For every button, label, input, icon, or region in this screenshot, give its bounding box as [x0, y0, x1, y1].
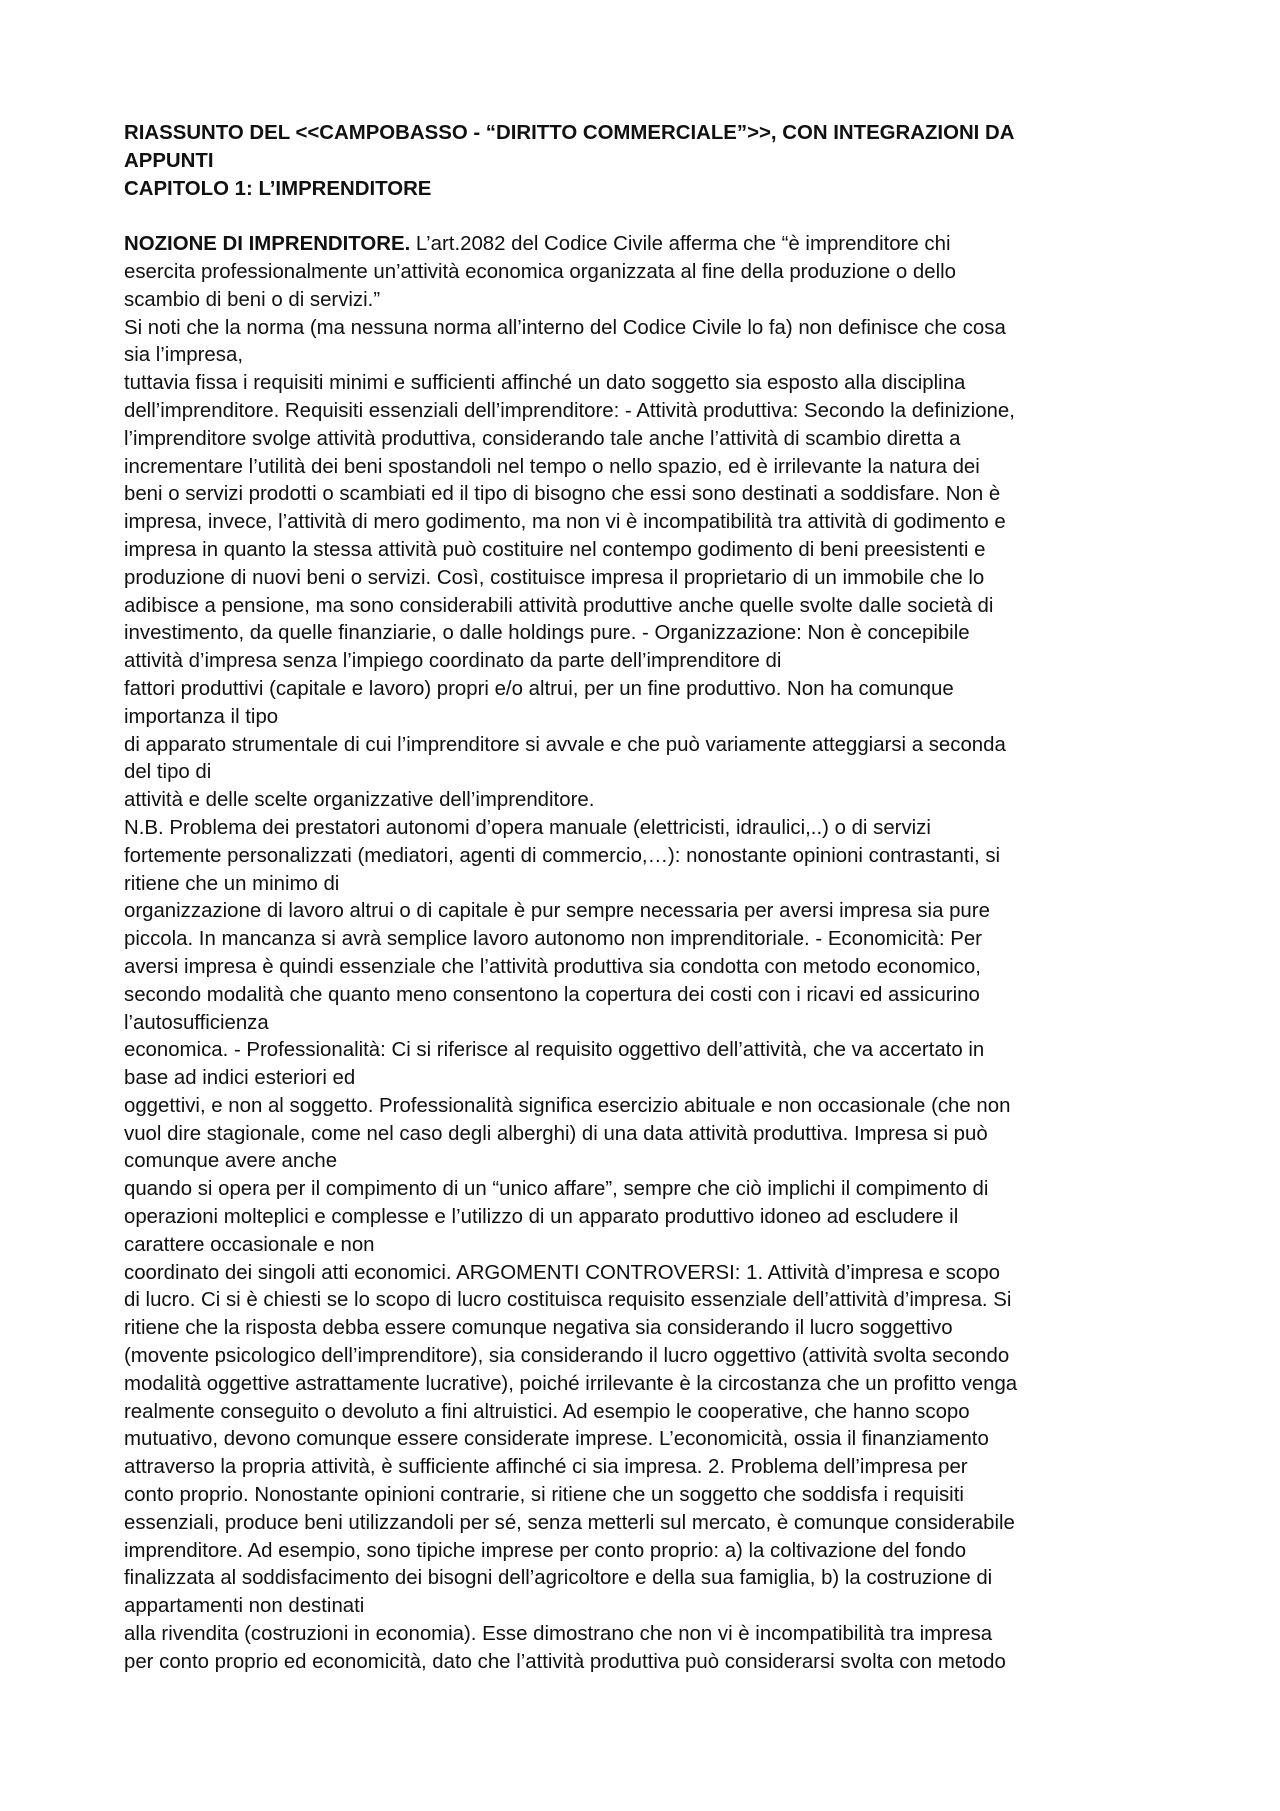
body-line: produzione di nuovi beni o servizi. Così, costituisce impresa il proprietario di un immobile che lo — [124, 566, 985, 589]
body-line: l’imprenditore svolge attività produttiva, considerando tale anche l’attività di scambio diretta a — [124, 427, 961, 450]
body-line: operazioni molteplici e complesse e l’utilizzo di un apparato produttivo idoneo ad escludere il — [124, 1206, 959, 1229]
document-title — [124, 120, 1169, 203]
body-line: l’autosufficienza — [124, 1011, 269, 1034]
body-line: alla rivendita (costruzioni in economia). Esse dimostrano che non vi è incompatibilità tra impresa — [124, 1623, 993, 1646]
body-line: fortemente personalizzati (mediatori, agenti di commercio,…): nonostante opinioni contrastanti, si — [124, 844, 1001, 867]
body-line: vuol dire stagionale, come nel caso degli alberghi) di una data attività produttiva. Impresa si può — [124, 1122, 988, 1145]
body-line: essenziali, produce beni utilizzandoli per sé, senza metterli sul mercato, è comunque considerabile — [124, 1511, 1015, 1534]
body-line: economica. - Professionalità: Ci si riferisce al requisito oggettivo dell’attività, che va accertato in — [124, 1039, 985, 1062]
body-line: appartamenti non destinati — [124, 1595, 365, 1618]
body-line: ritiene che un minimo di — [124, 872, 340, 895]
title-line-2: APPUNTI — [124, 149, 214, 172]
body-line: adibisce a pensione, ma sono considerabili attività produttive anche quelle svolte dalle società di — [124, 594, 994, 617]
body-line: esercita professionalmente un’attività economica organizzata al fine della produzione o dello — [124, 260, 956, 283]
body-line: impresa in quanto la stessa attività può costituire nel contempo godimento di beni preesistenti e — [124, 538, 986, 561]
body-line: per conto proprio ed economicità, dato che l’attività produttiva può considerarsi svolta con metodo — [124, 1650, 1006, 1673]
body-line: incrementare l’utilità dei beni spostandoli nel tempo o nello spazio, ed è irrilevante la natura dei — [124, 455, 980, 478]
body-line: realmente conseguito o devoluto a fini altruistici. Ad esempio le cooperative, che hanno scopo — [124, 1400, 970, 1423]
body-line: fattori produttivi (capitale e lavoro) propri e/o altrui, per un fine produttivo. Non ha comunque — [124, 677, 954, 700]
body-line: sia l’impresa, — [124, 344, 243, 367]
body-line: mutuativo, devono comunque essere considerate imprese. L’economicità, ossia il finanziamento — [124, 1428, 989, 1451]
body-line: piccola. In mancanza si avrà semplice lavoro autonomo non imprenditoriale. - Economicità: Per — [124, 928, 982, 951]
body-line: organizzazione di lavoro altrui o di capitale è pur sempre necessaria per aversi impresa sia pure — [124, 900, 990, 923]
document-page — [124, 120, 1169, 1677]
body-line: oggettivi, e non al soggetto. Professionalità significa esercizio abituale e non occasionale (che non — [124, 1094, 1011, 1117]
body-line: dell’imprenditore. Requisiti essenziali dell’imprenditore: - Attività produttiva: Secondo la definizione, — [124, 399, 1015, 422]
body-line: aversi impresa è quindi essenziale che l’attività produttiva sia condotta con metodo economico, — [124, 955, 981, 978]
body-line: beni o servizi prodotti o scambiati ed il tipo di bisogno che essi sono destinati a soddisfare. Non è — [124, 483, 1001, 506]
body-line: carattere occasionale e non — [124, 1233, 375, 1256]
body-line: del tipo di — [124, 761, 212, 784]
section-heading: NOZIONE DI IMPRENDITORE. — [124, 233, 411, 256]
body-lines — [124, 259, 1169, 1677]
body-line: modalità oggettive astrattamente lucrative), poiché irrilevante è la circostanza che un profitto venga — [124, 1372, 1018, 1395]
body-line: Si noti che la norma (ma nessuna norma all’interno del Codice Civile lo fa) non definisce che cosa — [124, 316, 1006, 339]
body-line: di lucro. Ci si è chiesti se lo scopo di lucro costituisca requisito essenziale dell’attività d’impresa. Si — [124, 1289, 1012, 1312]
body-line: tuttavia fissa i requisiti minimi e sufficienti affinché un dato soggetto sia esposto alla disciplina — [124, 372, 966, 395]
body-line: secondo modalità che quanto meno consentono la copertura dei costi con i ricavi ed assicurino — [124, 983, 980, 1006]
document-body — [124, 231, 1169, 1676]
body-line: attraverso la propria attività, è sufficiente affinché ci sia impresa. 2. Problema dell’impresa per — [124, 1456, 968, 1479]
title-line-1: RIASSUNTO DEL <<CAMPOBASSO - “DIRITTO COMMERCIALE”>>, CON INTEGRAZIONI DA — [124, 122, 1015, 144]
body-line: N.B. Problema dei prestatori autonomi d’opera manuale (elettricisti, idraulici,..) o di servizi — [124, 816, 931, 839]
section-intro-text: L’art.2082 del Codice Civile afferma che “è imprenditore chi — [410, 233, 951, 256]
body-line: ritiene che la risposta debba essere comunque negativa sia considerando il lucro soggettivo — [124, 1317, 953, 1340]
body-line: attività d’impresa senza l’impiego coordinato da parte dell’imprenditore di — [124, 650, 782, 673]
body-line: comunque avere anche — [124, 1150, 338, 1173]
chapter-title: CAPITOLO 1: L’IMPRENDITORE — [124, 177, 432, 200]
body-line: importanza il tipo — [124, 705, 279, 728]
body-line: impresa, invece, l’attività di mero godimento, ma non vi è incompatibilità tra attività di godimento e — [124, 511, 1006, 534]
body-line-first — [124, 231, 1169, 259]
body-line: investimento, da quelle finanziarie, o dalle holdings pure. - Organizzazione: Non è concepibile — [124, 622, 970, 645]
body-line: scambio di beni o di servizi.” — [124, 288, 381, 311]
body-line: base ad indici esteriori ed — [124, 1067, 356, 1090]
body-line: attività e delle scelte organizzative dell’imprenditore. — [124, 789, 595, 812]
body-line: finalizzata al soddisfacimento dei bisogni dell’agricoltore e della sua famiglia, b) la costruzione di — [124, 1567, 993, 1590]
body-line: conto proprio. Nonostante opinioni contrarie, si ritiene che un soggetto che soddisfa i requisiti — [124, 1484, 964, 1507]
body-line: imprenditore. Ad esempio, sono tipiche imprese per conto proprio: a) la coltivazione del fondo — [124, 1539, 967, 1562]
body-line: (movente psicologico dell’imprenditore), sia considerando il lucro oggettivo (attività svolta secondo — [124, 1345, 1010, 1368]
body-line: di apparato strumentale di cui l’imprenditore si avvale e che può variamente atteggiarsi a seconda — [124, 733, 1006, 756]
body-line: quando si opera per il compimento di un “unico affare”, sempre che ciò implichi il compimento di — [124, 1178, 989, 1201]
body-line: coordinato dei singoli atti economici. ARGOMENTI CONTROVERSI: 1. Attività d’impresa e scopo — [124, 1261, 1000, 1284]
blank-line — [124, 203, 1169, 231]
